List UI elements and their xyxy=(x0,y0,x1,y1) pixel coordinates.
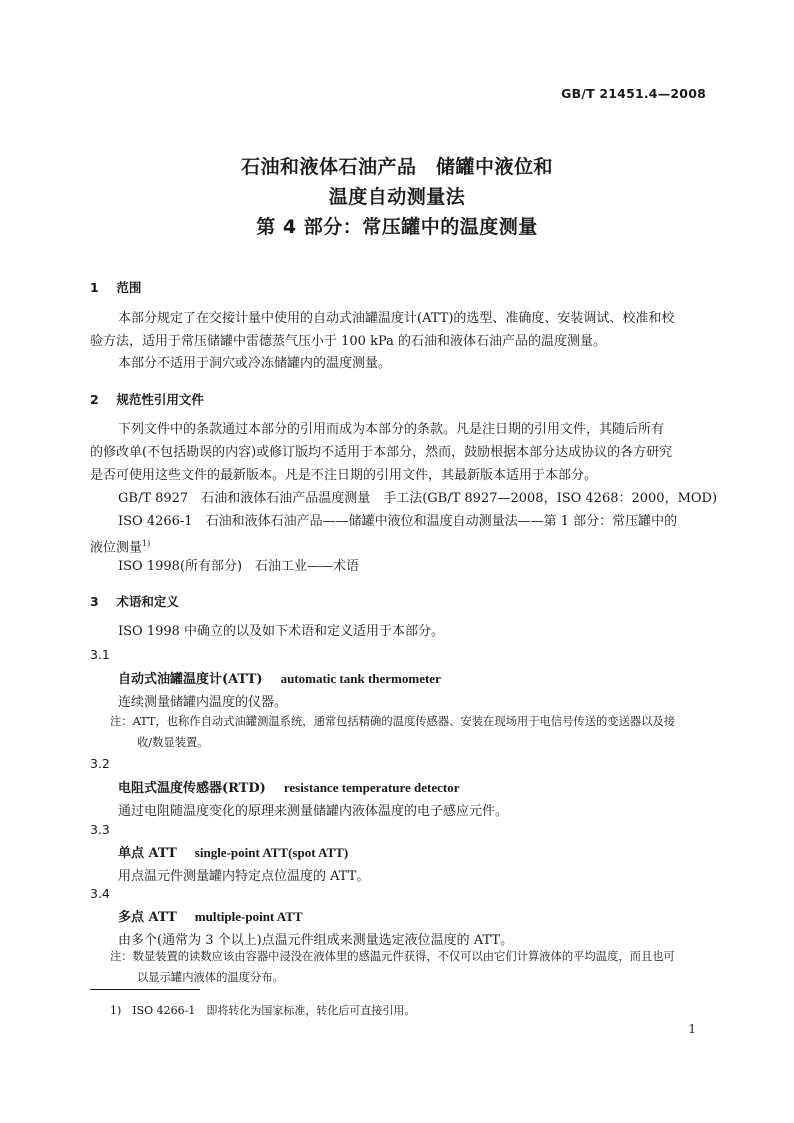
paragraph: 验方法，适用于常压储罐中雷德蒸气压小于 100 kPa 的石油和液体石油产品的温度测量。 xyxy=(90,334,607,349)
term-cn: 电阻式温度传感器(RTD) xyxy=(118,781,266,796)
term-note xyxy=(110,711,708,753)
note-line: 收/数显装置。 xyxy=(137,736,209,749)
term-heading xyxy=(118,777,460,796)
paragraph: 的修改单(不包括勘误的内容)或修订版均不适用于本部分，然而，鼓励根据本部分达成协议的各方研究 xyxy=(90,445,673,460)
standard-code: GB/T 21451.4—2008 xyxy=(561,86,706,101)
normative-reference: ISO 1998(所有部分) 石油工业——术语 xyxy=(118,559,360,574)
term-definition: 用点温元件测量罐内特定点位温度的 ATT。 xyxy=(118,869,370,884)
section-title: 术语和定义 xyxy=(116,594,179,609)
normative-reference: ISO 4266-1 石油和液体石油产品——储罐中液位和温度自动测量法——第 1 部分：常压罐中的 xyxy=(118,514,678,529)
paragraph: 是否可使用这些文件的最新版本。凡是不注日期的引用文件，其最新版本适用于本部分。 xyxy=(90,468,598,483)
footnote-marker: 1) xyxy=(142,539,151,548)
footnote: 1) ISO 4266-1 即将转化为国家标准，转化后可直接引用。 xyxy=(110,1004,416,1017)
doc-title-line-3: 第 4 部分：常压罐中的温度测量 xyxy=(256,216,538,238)
note-line: 以显示罐内液体的温度分布。 xyxy=(137,971,284,984)
clause-number: 3.3 xyxy=(90,822,110,837)
section-2-heading xyxy=(90,390,204,408)
note-line: 注：数显装置的读数应该由容器中浸没在液体里的感温元件获得，不仅可以由它们计算液体的平均温度，而且也可 xyxy=(110,950,675,963)
clause-number: 3.4 xyxy=(90,886,110,901)
term-definition: 由多个(通常为 3 个以上)点温元件组成来测量选定液位温度的 ATT。 xyxy=(118,933,514,948)
term-definition: 通过电阻随温度变化的原理来测量储罐内液体温度的电子感应元件。 xyxy=(118,804,509,819)
section-number: 2 xyxy=(90,392,99,407)
paragraph: 下列文件中的条款通过本部分的引用而成为本部分的条款。凡是注日期的引用文件，其随后所有 xyxy=(118,422,665,437)
term-heading xyxy=(118,668,441,687)
term-en: resistance temperature detector xyxy=(283,780,460,795)
term-cn: 自动式油罐温度计(ATT) xyxy=(118,672,263,687)
term-heading xyxy=(118,842,348,861)
term-heading xyxy=(118,906,303,925)
note-line: 注：ATT，也称作自动式油罐测温系统，通常包括精确的温度传感器、安装在现场用于电信号传送的变送器以及接 xyxy=(110,715,676,728)
doc-title-line-1: 石油和液体石油产品 储罐中液位和 xyxy=(240,156,553,178)
paragraph: 本部分不适用于洞穴或冷冻储罐内的温度测量。 xyxy=(118,356,392,371)
footnote-divider xyxy=(90,989,200,990)
paragraph: 本部分规定了在交接计量中使用的自动式油罐温度计(ATT)的选型、准确度、安装调试、校准和校 xyxy=(118,311,675,326)
term-en: single-point ATT(spot ATT) xyxy=(194,845,349,860)
section-1-heading xyxy=(90,278,141,296)
section-title: 规范性引用文件 xyxy=(116,392,204,407)
term-definition: 连续测量储罐内温度的仪器。 xyxy=(118,695,288,710)
section-title: 范围 xyxy=(116,280,142,295)
term-en: multiple-point ATT xyxy=(194,909,303,924)
page-number: 1 xyxy=(688,1022,696,1036)
section-3-heading xyxy=(90,592,179,610)
section-number: 3 xyxy=(90,594,99,609)
clause-number: 3.1 xyxy=(90,647,110,662)
term-cn: 多点 ATT xyxy=(118,910,177,925)
term-en: automatic tank thermometer xyxy=(280,671,441,686)
clause-number: 3.2 xyxy=(90,756,110,771)
section-number: 1 xyxy=(90,280,99,295)
normative-reference: GB/T 8927 石油和液体石油产品温度测量 手工法(GB/T 8927—2008，ISO 4268：2000，MOD) xyxy=(118,491,718,506)
term-note xyxy=(110,946,708,988)
reference-text: 液位测量 xyxy=(90,540,143,556)
paragraph: ISO 1998 中确立的以及如下术语和定义适用于本部分。 xyxy=(118,624,445,639)
doc-title-line-2: 温度自动测量法 xyxy=(328,186,466,208)
term-cn: 单点 ATT xyxy=(118,846,177,861)
